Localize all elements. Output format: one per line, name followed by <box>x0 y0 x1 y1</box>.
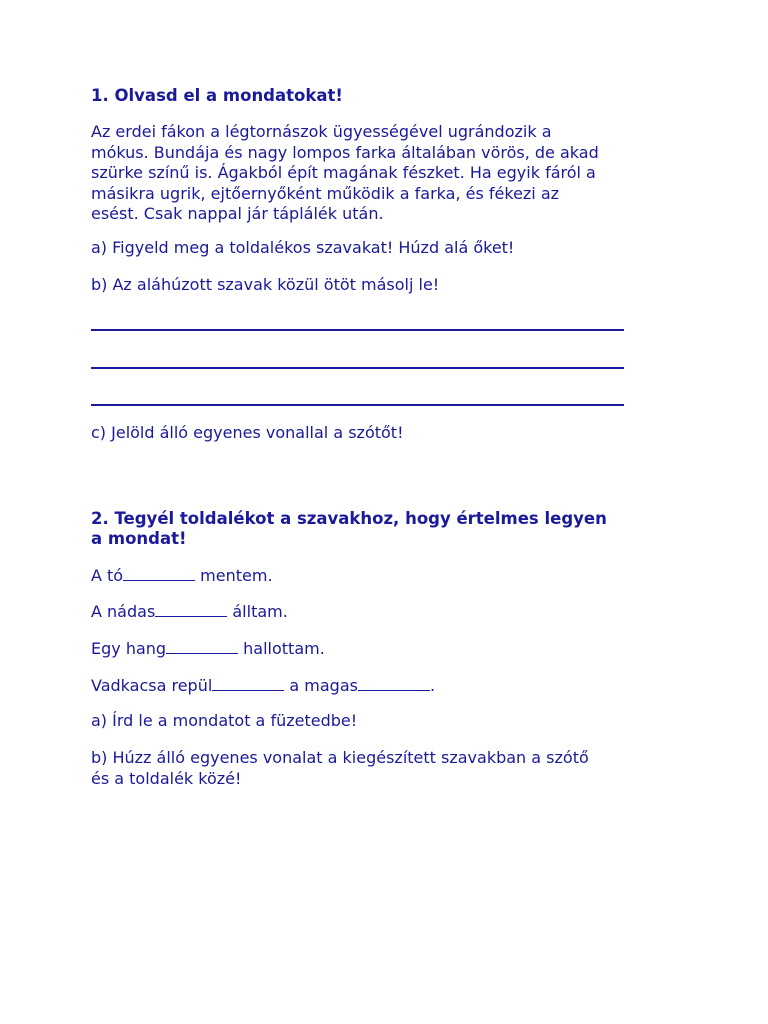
fill-in-blank[interactable] <box>166 639 238 654</box>
fill-in-blank[interactable] <box>212 676 284 691</box>
task2-sentence-2 <box>91 602 288 623</box>
answer-line[interactable] <box>91 329 624 331</box>
fill-in-blank[interactable] <box>123 566 195 581</box>
sentence-text: A tó <box>91 566 124 585</box>
task2-sentence-1 <box>91 566 273 587</box>
sentence-text: a magas <box>284 676 358 695</box>
task1-text-line: szürke színű is. Ágakból épít magának fészket. Ha egyik fáról a <box>91 163 596 182</box>
task2-sentence-4 <box>91 676 435 697</box>
task2-instruction-a: a) Írd le a mondatot a füzetedbe! <box>91 711 358 730</box>
task1-instruction-a: a) Figyeld meg a toldalékos szavakat! Húzd alá őket! <box>91 238 515 257</box>
task2-title <box>91 509 607 549</box>
task1-text-line: Az erdei fákon a légtornászok ügyességével ugrándozik a <box>91 122 552 141</box>
sentence-text: . <box>429 676 436 695</box>
task1-text-line: mókus. Bundája és nagy lompos farka általában vörös, de akad <box>91 142 599 162</box>
task2-instruction-b <box>91 748 589 789</box>
task2-instruction-b-line: b) Húzz álló egyenes vonalat a kiegészített szavakban a szótő <box>91 748 589 767</box>
fill-in-blank[interactable] <box>155 602 227 617</box>
sentence-text: Egy hang <box>91 639 167 658</box>
task1-text-line: másikra ugrik, ejtőernyőként működik a farka, és fékezi az <box>91 183 560 203</box>
task1-instruction-c: c) Jelöld álló egyenes vonallal a szótőt! <box>91 423 404 442</box>
task2-title-line: 2. Tegyél toldalékot a szavakhoz, hogy értelmes legyen <box>91 509 607 528</box>
task2-title-line: a mondat! <box>91 529 187 548</box>
fill-in-blank[interactable] <box>358 676 430 691</box>
sentence-text: Vadkacsa repül <box>91 676 213 695</box>
task1-text <box>91 122 599 225</box>
task1-text-line: esést. Csak nappal jár táplálék után. <box>91 204 384 223</box>
answer-line[interactable] <box>91 367 624 369</box>
answer-line[interactable] <box>91 404 624 406</box>
sentence-text: mentem. <box>195 566 273 585</box>
task1-instruction-b: b) Az aláhúzott szavak közül ötöt másolj le! <box>91 275 440 294</box>
sentence-text: A nádas <box>91 602 156 621</box>
task2-sentence-3 <box>91 639 325 660</box>
task1-title: 1. Olvasd el a mondatokat! <box>91 86 343 105</box>
sentence-text: hallottam. <box>238 639 325 658</box>
task2-instruction-b-line: és a toldalék közé! <box>91 768 242 788</box>
sentence-text: álltam. <box>227 602 288 621</box>
